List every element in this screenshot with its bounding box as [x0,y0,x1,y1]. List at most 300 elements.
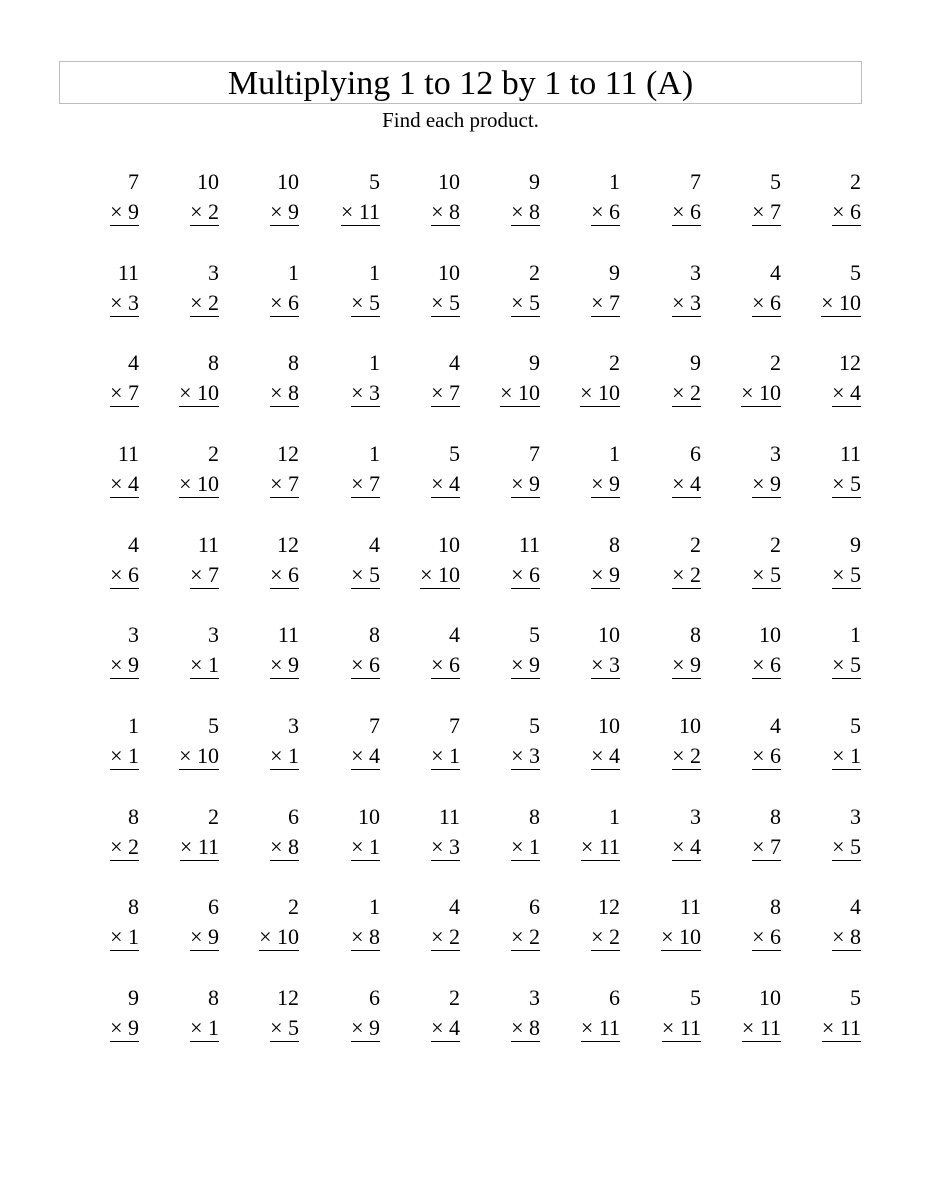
multiplicand: 10 [438,532,460,557]
multiplicand: 2 [208,441,219,466]
problem-item [721,802,781,862]
problem-item [480,167,540,227]
multiplier-with-operator: × 9 [270,652,299,677]
problem-item [801,620,861,680]
multiplier-with-operator: × 9 [110,652,139,677]
problem-item [400,892,460,952]
problem-item [641,439,701,499]
multiplicand: 1 [369,441,380,466]
multiplicand: 5 [690,985,701,1010]
problem-item [641,711,701,771]
multiplicand: 8 [369,622,380,647]
multiplier-with-operator: × 7 [270,471,299,496]
multiplier-with-operator: × 6 [431,652,460,677]
multiplicand: 11 [839,441,861,466]
multiplier-with-operator: × 7 [351,471,380,496]
problem-item [79,711,139,771]
multiplicand: 5 [850,713,861,738]
problem-item [79,802,139,862]
multiplicand: 2 [850,169,861,194]
problem-item [239,167,299,227]
multiplicand: 3 [529,985,540,1010]
multiplicand: 5 [770,169,781,194]
worksheet-title: Multiplying 1 to 12 by 1 to 11 (A) [227,64,694,102]
multiplier-with-operator: × 5 [752,562,781,587]
problem-item [641,892,701,952]
multiplier-with-operator: × 1 [511,834,540,859]
multiplicand: 9 [609,260,620,285]
problem-item [79,167,139,227]
multiplicand: 4 [128,532,139,557]
multiplier-with-operator: × 4 [832,380,861,405]
multiplicand: 10 [598,622,620,647]
problem-item [239,530,299,590]
multiplicand: 11 [277,622,299,647]
multiplicand: 10 [277,169,299,194]
multiplier-with-operator: × 6 [752,743,781,768]
multiplier-with-operator: × 10 [580,380,620,405]
multiplier-with-operator: × 6 [110,562,139,587]
problem-item [320,530,380,590]
problem-item [400,620,460,680]
problem-item [641,620,701,680]
problem-item [480,348,540,408]
multiplicand: 2 [770,532,781,557]
multiplicand: 5 [850,260,861,285]
problem-item [400,167,460,227]
multiplicand: 6 [288,804,299,829]
multiplicand: 7 [690,169,701,194]
multiplier-with-operator: × 3 [591,652,620,677]
multiplier-with-operator: × 10 [179,743,219,768]
problem-item [239,711,299,771]
multiplier-with-operator: × 7 [431,380,460,405]
problem-item [159,892,219,952]
problem-item [79,258,139,318]
problem-item [480,620,540,680]
problem-item [320,983,380,1043]
multiplicand: 4 [449,622,460,647]
multiplicand: 4 [850,894,861,919]
multiplicand: 6 [208,894,219,919]
multiplier-with-operator: × 4 [110,471,139,496]
multiplier-with-operator: × 4 [431,471,460,496]
multiplier-with-operator: × 11 [821,1015,861,1040]
multiplier-with-operator: × 9 [351,1015,380,1040]
problem-item [721,167,781,227]
multiplier-with-operator: × 9 [591,562,620,587]
multiplicand: 11 [438,804,460,829]
multiplier-with-operator: × 6 [270,562,299,587]
multiplicand: 2 [208,804,219,829]
problem-item [159,711,219,771]
multiplier-with-operator: × 3 [351,380,380,405]
multiplier-with-operator: × 5 [511,290,540,315]
multiplicand: 4 [128,350,139,375]
multiplier-with-operator: × 6 [351,652,380,677]
multiplicand: 6 [529,894,540,919]
multiplier-with-operator: × 5 [832,652,861,677]
multiplier-with-operator: × 4 [351,743,380,768]
multiplier-with-operator: × 3 [672,290,701,315]
multiplier-with-operator: × 2 [672,743,701,768]
multiplier-with-operator: × 9 [591,471,620,496]
problem-item [159,983,219,1043]
multiplier-with-operator: × 7 [591,290,620,315]
problem-item [159,620,219,680]
multiplicand: 8 [770,804,781,829]
multiplicand: 11 [679,894,701,919]
problem-item [320,167,380,227]
multiplicand: 4 [449,894,460,919]
problem-item [400,258,460,318]
problem-item [79,439,139,499]
multiplicand: 11 [197,532,219,557]
multiplier-with-operator: × 6 [752,924,781,949]
problem-item [239,802,299,862]
multiplicand: 5 [208,713,219,738]
problem-item [320,620,380,680]
multiplicand: 5 [529,622,540,647]
multiplicand: 1 [609,169,620,194]
multiplier-with-operator: × 11 [340,199,380,224]
multiplier-with-operator: × 1 [832,743,861,768]
multiplier-with-operator: × 10 [179,380,219,405]
problem-item [641,258,701,318]
multiplier-with-operator: × 11 [661,1015,701,1040]
problem-item [801,892,861,952]
multiplier-with-operator: × 10 [259,924,299,949]
multiplier-with-operator: × 2 [190,290,219,315]
multiplier-with-operator: × 4 [672,471,701,496]
problem-item [560,983,620,1043]
multiplicand: 9 [529,169,540,194]
multiplicand: 3 [690,804,701,829]
multiplicand: 2 [609,350,620,375]
multiplier-with-operator: × 6 [752,652,781,677]
problem-item [239,258,299,318]
multiplicand: 11 [117,441,139,466]
problem-item [400,439,460,499]
multiplier-with-operator: × 6 [752,290,781,315]
multiplier-with-operator: × 9 [672,652,701,677]
problem-item [721,258,781,318]
multiplicand: 9 [850,532,861,557]
multiplicand: 4 [770,260,781,285]
problem-item [721,530,781,590]
problem-item [721,348,781,408]
problem-item [79,892,139,952]
multiplier-with-operator: × 10 [500,380,540,405]
multiplicand: 6 [609,985,620,1010]
multiplier-with-operator: × 5 [270,1015,299,1040]
problem-item [801,802,861,862]
problem-item [320,348,380,408]
multiplier-with-operator: × 2 [431,924,460,949]
multiplicand: 3 [690,260,701,285]
problem-item [801,711,861,771]
multiplicand: 9 [690,350,701,375]
multiplier-with-operator: × 1 [431,743,460,768]
problem-item [801,258,861,318]
multiplicand: 8 [690,622,701,647]
multiplicand: 1 [609,804,620,829]
multiplicand: 12 [277,441,299,466]
multiplier-with-operator: × 1 [270,743,299,768]
multiplicand: 1 [369,350,380,375]
multiplier-with-operator: × 8 [270,834,299,859]
multiplier-with-operator: × 10 [821,290,861,315]
multiplier-with-operator: × 10 [179,471,219,496]
multiplicand: 2 [770,350,781,375]
problem-item [159,530,219,590]
multiplier-with-operator: × 6 [511,562,540,587]
multiplicand: 4 [770,713,781,738]
multiplicand: 10 [197,169,219,194]
multiplier-with-operator: × 1 [351,834,380,859]
problem-item [480,439,540,499]
problem-item [159,258,219,318]
problem-item [641,348,701,408]
multiplicand: 2 [288,894,299,919]
multiplicand: 1 [369,894,380,919]
multiplier-with-operator: × 9 [110,199,139,224]
multiplier-with-operator: × 11 [580,834,620,859]
multiplicand: 3 [288,713,299,738]
multiplier-with-operator: × 10 [661,924,701,949]
multiplier-with-operator: × 5 [431,290,460,315]
multiplier-with-operator: × 9 [511,471,540,496]
multiplier-with-operator: × 11 [580,1015,620,1040]
multiplicand: 5 [529,713,540,738]
multiplicand: 10 [438,260,460,285]
problem-item [560,802,620,862]
multiplicand: 12 [277,532,299,557]
multiplicand: 5 [369,169,380,194]
multiplicand: 9 [128,985,139,1010]
multiplier-with-operator: × 7 [752,199,781,224]
multiplier-with-operator: × 10 [741,380,781,405]
problem-item [480,711,540,771]
multiplier-with-operator: × 4 [591,743,620,768]
problem-item [400,802,460,862]
multiplier-with-operator: × 9 [511,652,540,677]
multiplier-with-operator: × 8 [270,380,299,405]
multiplicand: 10 [438,169,460,194]
problem-item [560,892,620,952]
problem-item [560,711,620,771]
multiplier-with-operator: × 4 [431,1015,460,1040]
multiplier-with-operator: × 2 [591,924,620,949]
multiplier-with-operator: × 8 [832,924,861,949]
multiplier-with-operator: × 2 [672,562,701,587]
multiplicand: 1 [369,260,380,285]
problem-item [159,167,219,227]
problem-item [560,439,620,499]
problem-item [239,892,299,952]
problem-item [159,439,219,499]
instructions: Find each product. [382,108,539,132]
multiplicand: 3 [208,260,219,285]
problem-item [560,167,620,227]
problem-item [560,258,620,318]
multiplier-with-operator: × 10 [420,562,460,587]
multiplier-with-operator: × 8 [511,199,540,224]
problem-item [400,711,460,771]
problem-item [721,439,781,499]
multiplicand: 3 [128,622,139,647]
multiplier-with-operator: × 5 [832,471,861,496]
multiplicand: 9 [529,350,540,375]
multiplicand: 2 [529,260,540,285]
multiplier-with-operator: × 2 [672,380,701,405]
problem-item [480,530,540,590]
problem-item [239,983,299,1043]
problem-item [79,348,139,408]
multiplicand: 1 [288,260,299,285]
multiplicand: 10 [759,985,781,1010]
problem-item [79,530,139,590]
problem-item [560,620,620,680]
multiplier-with-operator: × 8 [351,924,380,949]
multiplicand: 11 [117,260,139,285]
problem-item [641,802,701,862]
multiplier-with-operator: × 3 [431,834,460,859]
multiplicand: 12 [839,350,861,375]
multiplicand: 1 [850,622,861,647]
multiplier-with-operator: × 6 [832,199,861,224]
multiplicand: 8 [609,532,620,557]
problem-item [320,711,380,771]
multiplier-with-operator: × 7 [190,562,219,587]
problem-item [400,348,460,408]
multiplicand: 6 [369,985,380,1010]
problem-item [400,530,460,590]
problem-item [480,258,540,318]
multiplicand: 8 [128,894,139,919]
multiplicand: 3 [208,622,219,647]
problem-item [641,167,701,227]
multiplicand: 10 [598,713,620,738]
problem-item [159,802,219,862]
multiplicand: 8 [529,804,540,829]
multiplier-with-operator: × 1 [190,652,219,677]
problem-item [641,530,701,590]
multiplicand: 7 [369,713,380,738]
problem-item [480,983,540,1043]
multiplier-with-operator: × 9 [270,199,299,224]
multiplier-with-operator: × 1 [110,743,139,768]
problem-item [159,348,219,408]
multiplier-with-operator: × 11 [179,834,219,859]
problem-item [480,892,540,952]
multiplier-with-operator: × 2 [110,834,139,859]
problem-item [79,620,139,680]
problem-item [721,711,781,771]
problem-item [320,802,380,862]
problem-item [721,620,781,680]
multiplier-with-operator: × 8 [431,199,460,224]
multiplier-with-operator: × 1 [190,1015,219,1040]
multiplier-with-operator: × 1 [110,924,139,949]
multiplier-with-operator: × 11 [741,1015,781,1040]
multiplier-with-operator: × 5 [832,562,861,587]
multiplicand: 8 [128,804,139,829]
multiplicand: 2 [690,532,701,557]
multiplicand: 8 [288,350,299,375]
multiplier-with-operator: × 2 [511,924,540,949]
problem-item [801,439,861,499]
multiplicand: 6 [690,441,701,466]
multiplier-with-operator: × 6 [270,290,299,315]
multiplicand: 5 [449,441,460,466]
problem-item [560,348,620,408]
multiplicand: 4 [369,532,380,557]
multiplicand: 4 [449,350,460,375]
problem-item [801,530,861,590]
multiplier-with-operator: × 3 [511,743,540,768]
problem-item [560,530,620,590]
problem-item [400,983,460,1043]
multiplier-with-operator: × 8 [511,1015,540,1040]
multiplicand: 7 [529,441,540,466]
problem-item [801,348,861,408]
multiplicand: 11 [518,532,540,557]
multiplicand: 10 [759,622,781,647]
problem-item [801,167,861,227]
problem-item [801,983,861,1043]
multiplier-with-operator: × 6 [672,199,701,224]
problem-item [320,258,380,318]
multiplicand: 7 [128,169,139,194]
problem-item [480,802,540,862]
multiplicand: 12 [277,985,299,1010]
problem-item [641,983,701,1043]
multiplier-with-operator: × 2 [190,199,219,224]
multiplicand: 10 [358,804,380,829]
multiplier-with-operator: × 5 [351,562,380,587]
multiplicand: 7 [449,713,460,738]
multiplicand: 8 [208,350,219,375]
multiplier-with-operator: × 9 [110,1015,139,1040]
multiplier-with-operator: × 7 [110,380,139,405]
problem-item [239,348,299,408]
problem-item [239,620,299,680]
problem-item [721,983,781,1043]
multiplier-with-operator: × 5 [351,290,380,315]
multiplier-with-operator: × 5 [832,834,861,859]
multiplier-with-operator: × 7 [752,834,781,859]
multiplicand: 3 [770,441,781,466]
multiplicand: 12 [598,894,620,919]
problem-item [320,892,380,952]
problem-item [79,983,139,1043]
multiplier-with-operator: × 9 [752,471,781,496]
problem-item [721,892,781,952]
multiplicand: 10 [679,713,701,738]
multiplier-with-operator: × 6 [591,199,620,224]
multiplicand: 3 [850,804,861,829]
problem-item [320,439,380,499]
multiplier-with-operator: × 4 [672,834,701,859]
multiplicand: 8 [770,894,781,919]
multiplicand: 8 [208,985,219,1010]
multiplier-with-operator: × 9 [190,924,219,949]
multiplier-with-operator: × 3 [110,290,139,315]
multiplicand: 5 [850,985,861,1010]
multiplicand: 1 [128,713,139,738]
problem-item [239,439,299,499]
